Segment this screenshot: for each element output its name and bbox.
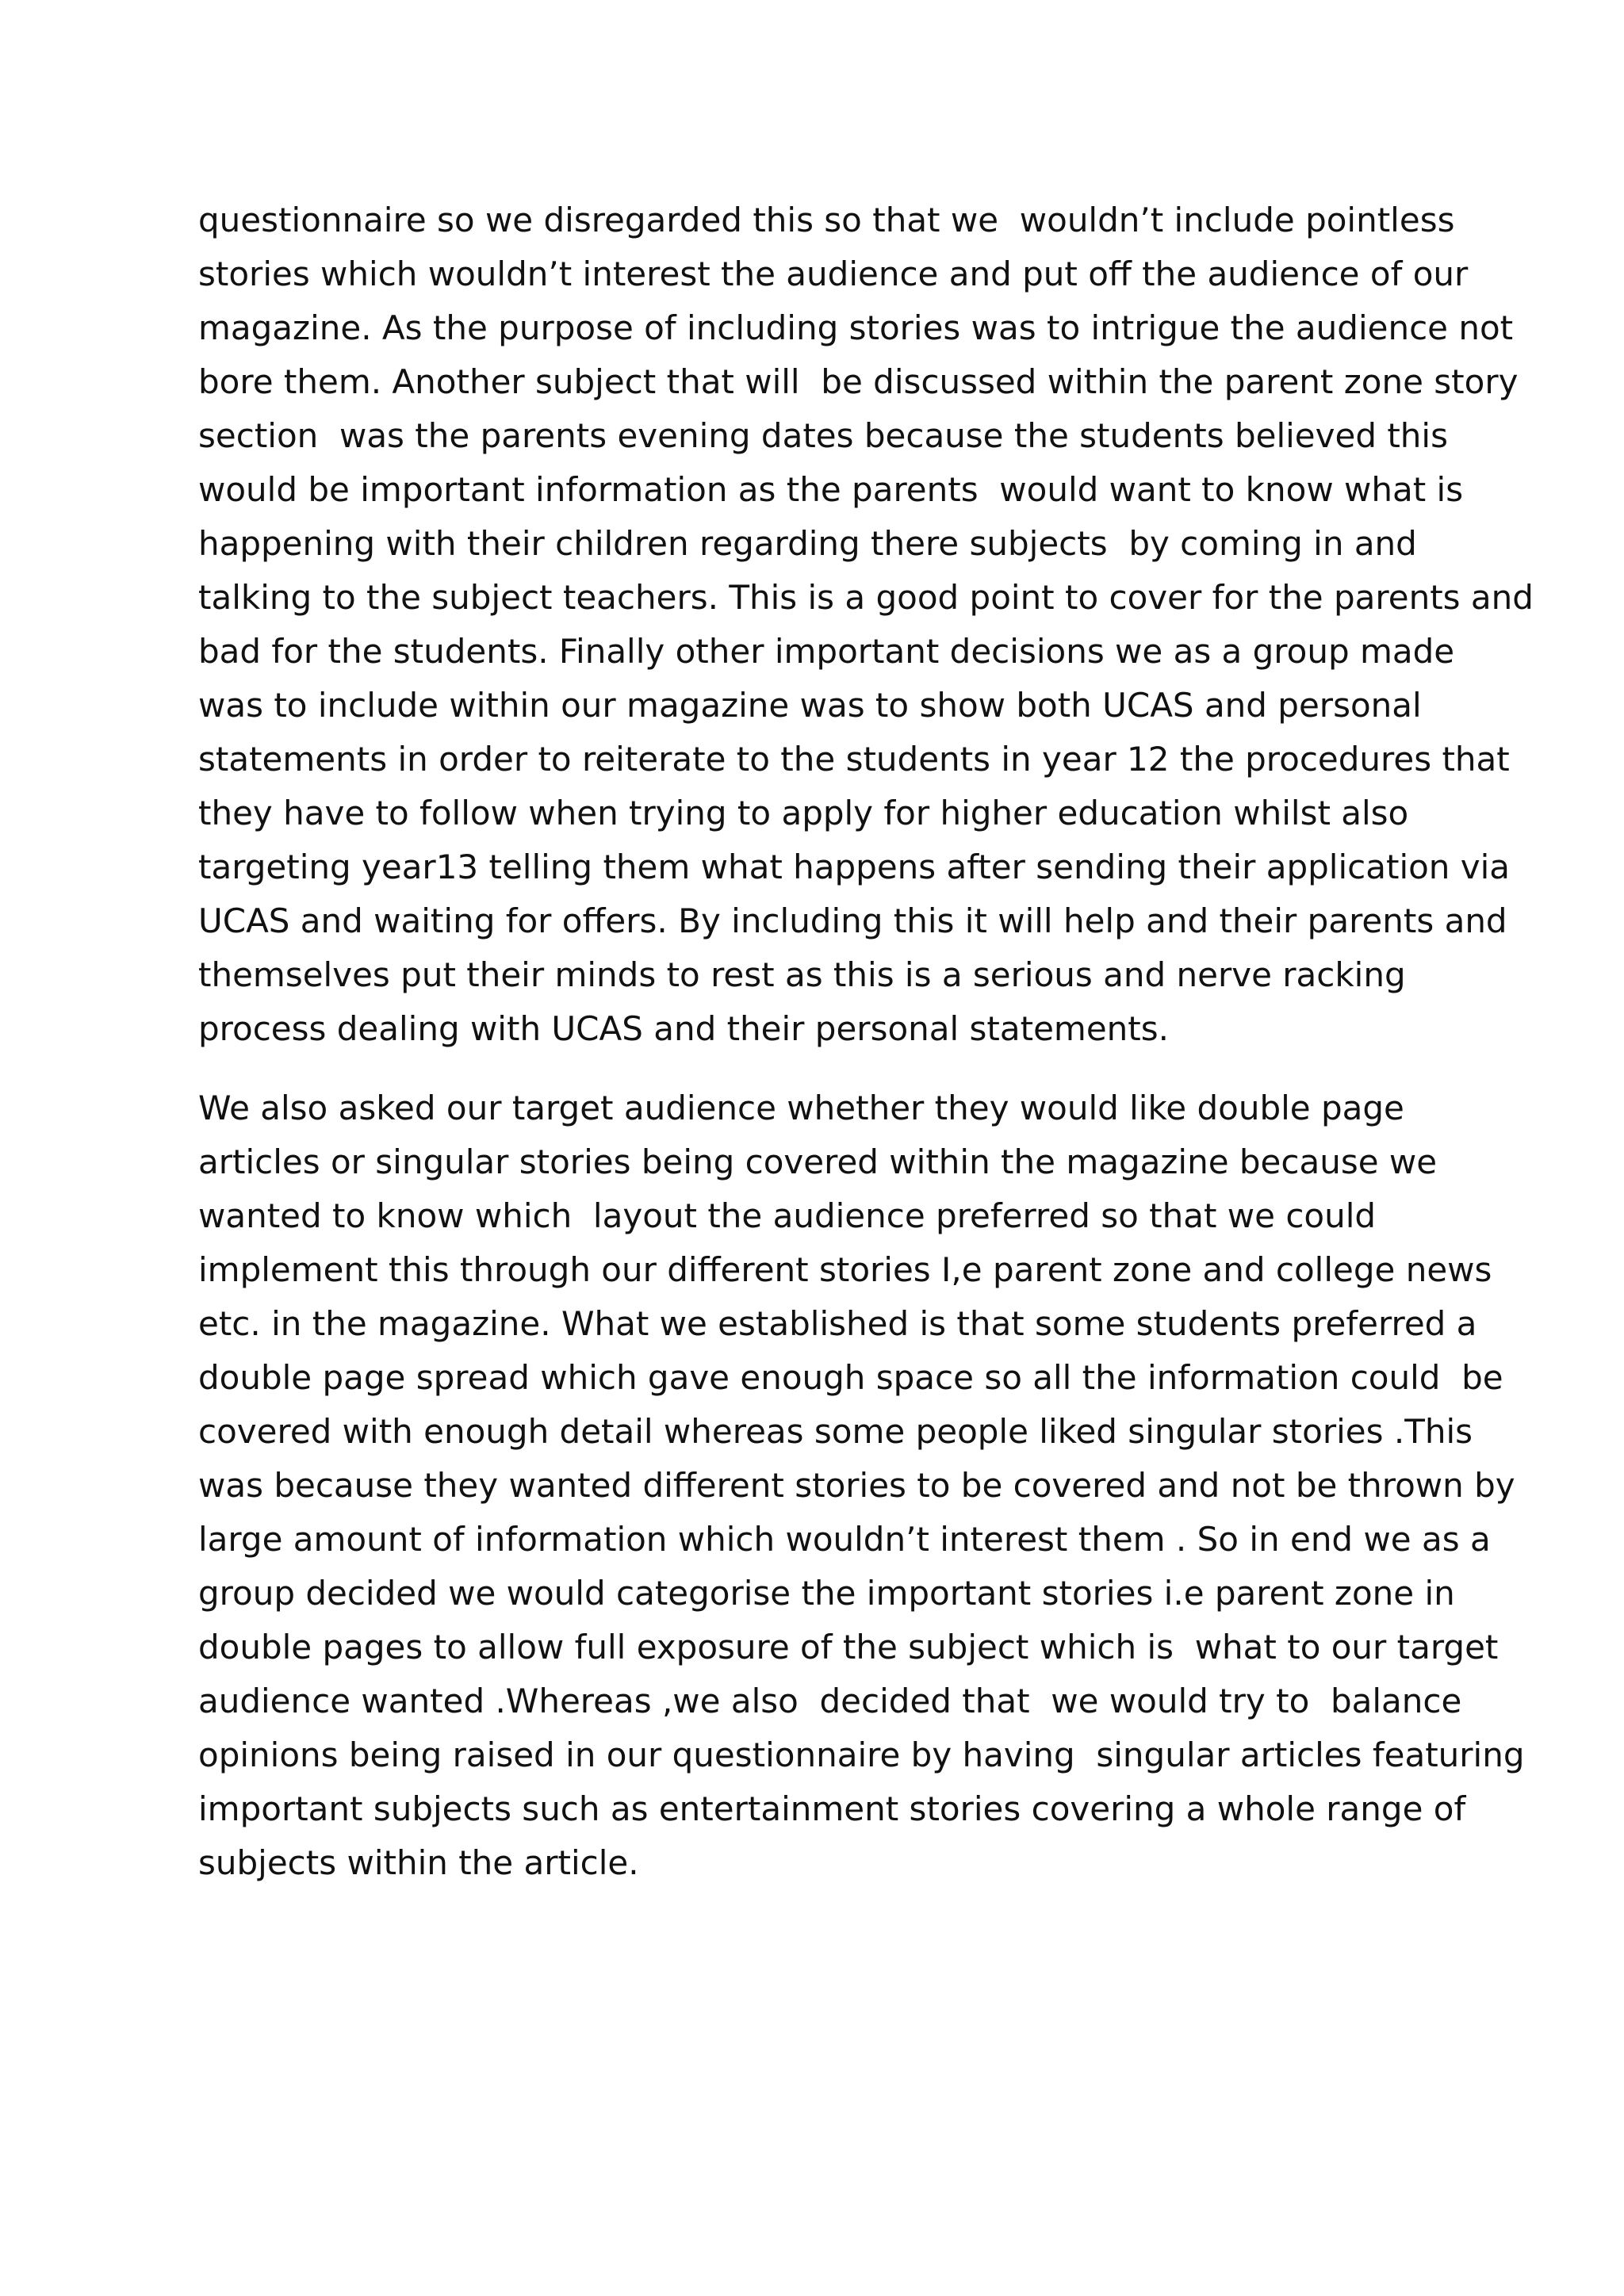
text-line: bad for the students. Finally other important decisions we as a group made <box>198 632 1455 671</box>
text-line: process dealing with UCAS and their personal statements. <box>198 1009 1169 1048</box>
text-line: targeting year13 telling them what happens after sending their application via <box>198 848 1511 886</box>
text-line: audience wanted .Whereas ,we also decided that we would try to balance <box>198 1682 1462 1720</box>
text-line: large amount of information which wouldn’t interest them . So in end we as a <box>198 1520 1491 1559</box>
text-line: UCAS and waiting for offers. By including this it will help and their parents and <box>198 901 1507 940</box>
text-line: talking to the subject teachers. This is a good point to cover for the parents and <box>198 578 1534 617</box>
text-line: magazine. As the purpose of including stories was to intrigue the audience not <box>198 308 1514 347</box>
text-line: implement this through our different stories I,e parent zone and college news <box>198 1250 1492 1289</box>
paragraph-2 <box>198 1081 1525 1890</box>
text-line: double pages to allow full exposure of the subject which is what to our target <box>198 1628 1499 1667</box>
text-line: bore them. Another subject that will be discussed within the parent zone story <box>198 362 1519 401</box>
body-text <box>198 193 1534 1890</box>
text-line: section was the parents evening dates because the students believed this <box>198 416 1448 455</box>
text-line: themselves put their minds to rest as this is a serious and nerve racking <box>198 955 1406 994</box>
text-line: would be important information as the parents would want to know what is <box>198 470 1464 509</box>
text-line: questionnaire so we disregarded this so that we wouldn’t include pointless <box>198 201 1455 239</box>
text-line: group decided we would categorise the important stories i.e parent zone in <box>198 1574 1455 1613</box>
text-line: wanted to know which layout the audience preferred so that we could <box>198 1196 1377 1235</box>
text-line: stories which wouldn’t interest the audience and put off the audience of our <box>198 254 1469 293</box>
paragraph-spacer <box>198 1056 1451 1081</box>
text-line: was to include within our magazine was to show both UCAS and personal <box>198 686 1422 725</box>
text-line: was because they wanted different stories to be covered and not be thrown by <box>198 1466 1515 1505</box>
text-line: etc. in the magazine. What we established is that some students preferred a <box>198 1304 1477 1343</box>
text-line: articles or singular stories being covered within the magazine because we <box>198 1142 1438 1181</box>
paragraph-1 <box>198 193 1534 1056</box>
text-line: double page spread which gave enough space so all the information could be <box>198 1358 1503 1397</box>
text-line: covered with enough detail whereas some people liked singular stories .This <box>198 1412 1473 1451</box>
text-line: they have to follow when trying to apply for higher education whilst also <box>198 794 1409 832</box>
text-line: opinions being raised in our questionnaire by having singular articles featuring <box>198 1735 1525 1774</box>
text-line: important subjects such as entertainment stories covering a whole range of <box>198 1789 1466 1828</box>
text-line: happening with their children regarding there subjects by coming in and <box>198 524 1417 563</box>
text-line: subjects within the article. <box>198 1843 639 1882</box>
text-line: statements in order to reiterate to the students in year 12 the procedures that <box>198 740 1510 779</box>
text-line: We also asked our target audience whether they would like double page <box>198 1089 1404 1127</box>
